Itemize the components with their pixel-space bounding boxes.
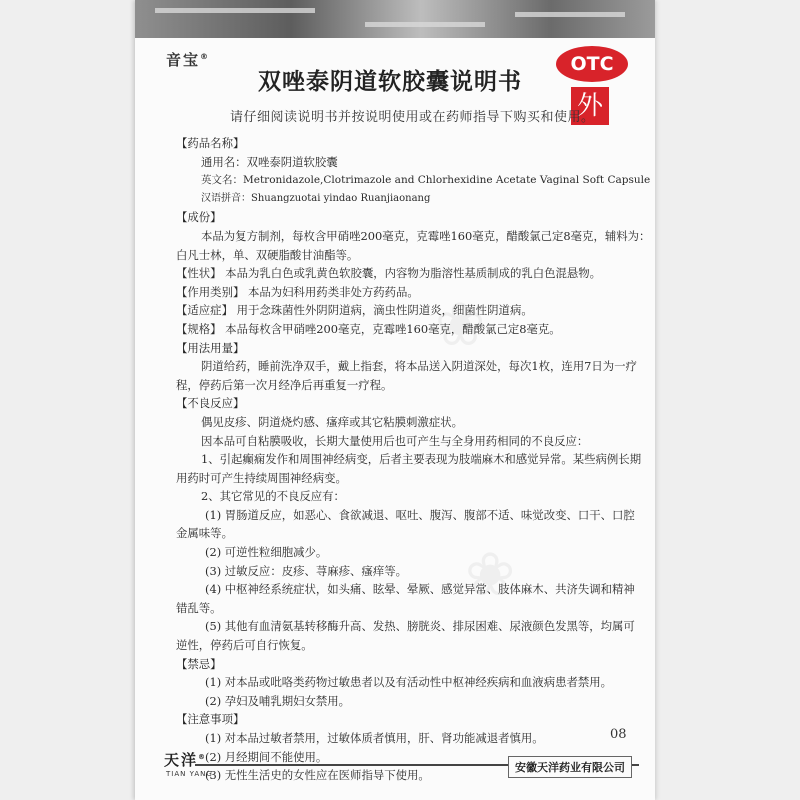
adverse-text: 金属味等。 — [176, 526, 233, 541]
usage-text: 阴道给药，睡前洗净双手，戴上指套，将本品送入阴道深处，每次1枚，连用7日为一疗 — [201, 359, 637, 374]
specification-text: 【规格】 本品每枚含甲硝唑200毫克，克霉唑160毫克，醋酸氯己定8毫克。 — [176, 321, 561, 336]
composition-text: 白凡士林，单、双硬脂酸甘油酯等。 — [176, 247, 359, 262]
character-text: 【性状】 本品为乳白色或乳黄色软胶囊，内容物为脂溶性基质制成的乳白色混悬物。 — [176, 266, 602, 281]
generic-name: 通用名：双唑泰阴道软胶囊 — [201, 154, 338, 169]
adverse-text: 逆性，停药后可自行恢复。 — [176, 638, 313, 653]
section-heading: 【用法用量】 — [176, 340, 245, 355]
document-title: 双唑泰阴道软胶囊说明书 — [258, 69, 522, 95]
section-heading: 【不良反应】 — [176, 396, 245, 411]
packaging-band — [135, 0, 655, 38]
adverse-text: (3) 过敏反应：皮疹、荨麻疹、瘙痒等。 — [205, 563, 408, 578]
adverse-text: (1) 胃肠道反应，如恶心、食欲减退、呕吐、腹泻、腹部不适、味觉改变、口干、口腔 — [205, 507, 635, 522]
adverse-text: 1、引起癫痫发作和周围神经病变，后者主要表现为肢端麻木和感觉异常。某些病例长期 — [201, 452, 642, 467]
section-heading: 【药品名称】 — [176, 136, 245, 150]
caution-text: (2) 月经期间不能使用。 — [205, 749, 328, 764]
watermark-decoration: ❀ — [465, 540, 516, 610]
usage-text: 程，停药后第一次月经净后再重复一疗程。 — [176, 377, 393, 392]
adverse-text: 因本品可自粘膜吸收，长期大量使用后也可产生与全身用药相同的不良反应： — [201, 433, 589, 448]
english-name: 英文名：Metronidazole,Clotrimazole and Chlorhexidine Acetate Vaginal Soft Capsule — [201, 174, 651, 187]
company-logo: 天洋® — [164, 751, 208, 769]
adverse-text: (4) 中枢神经系统症状，如头痛、眩晕、晕厥、感觉异常、肢体麻木、共济失调和精神 — [205, 582, 635, 597]
intro-text: 请仔细阅读说明书并按说明使用或在药师指导下购买和使用。 — [230, 110, 595, 125]
pinyin-name: 汉语拼音：Shuangzuotai yindao Ruanjiaonang — [201, 192, 431, 204]
section-heading: 【注意事项】 — [176, 712, 245, 727]
watermark-decoration: ❀ — [435, 290, 486, 360]
composition-text: 本品为复方制剂，每枚含甲硝唑200毫克，克霉唑160毫克，醋酸氯己定8毫克，辅料为： — [201, 228, 651, 243]
caution-text: (1) 对本品过敏者禁用，过敏体质者慎用，肝、肾功能减退者慎用。 — [205, 731, 544, 745]
adverse-text: (5) 其他有血清氨基转移酶升高、发热、膀胱炎、排尿困难、尿液颜色发黑等，均属可 — [205, 619, 635, 634]
section-heading: 【成份】 — [176, 210, 222, 225]
otc-badge: OTC — [556, 46, 628, 82]
adverse-text: (2) 可逆性粒细胞减少。 — [205, 545, 328, 560]
adverse-text: 错乱等。 — [176, 600, 222, 615]
company-logo-english: TIAN YANG — [166, 770, 213, 778]
page-number: 08 — [610, 727, 627, 742]
adverse-text: 2、其它常见的不良反应有： — [201, 489, 345, 504]
leaflet-body — [176, 134, 651, 785]
adverse-text: 用药时可产生持续周围神经病变。 — [176, 470, 347, 485]
caution-text: (3) 无性生活史的女性应在医师指导下使用。 — [205, 768, 430, 783]
contraindication-text: (1) 对本品或吡咯类药物过敏患者以及有活动性中枢神经疾病和血液病患者禁用。 — [205, 675, 613, 690]
brand-logo: 音宝® — [166, 51, 211, 69]
indication-text: 【适应症】 用于念珠菌性外阴阴道病，滴虫性阴道炎，细菌性阴道病。 — [176, 303, 533, 318]
adverse-text: 偶见皮疹、阴道烧灼感、瘙痒或其它粘膜刺激症状。 — [201, 414, 463, 429]
contraindication-text: (2) 孕妇及哺乳期妇女禁用。 — [205, 693, 351, 708]
external-use-badge: 外 — [571, 87, 609, 125]
company-name: 安徽天洋药业有限公司 — [508, 756, 632, 778]
section-heading: 【禁忌】 — [176, 656, 222, 671]
category-text: 【作用类别】 本品为妇科用药类非处方药药品。 — [176, 284, 419, 299]
